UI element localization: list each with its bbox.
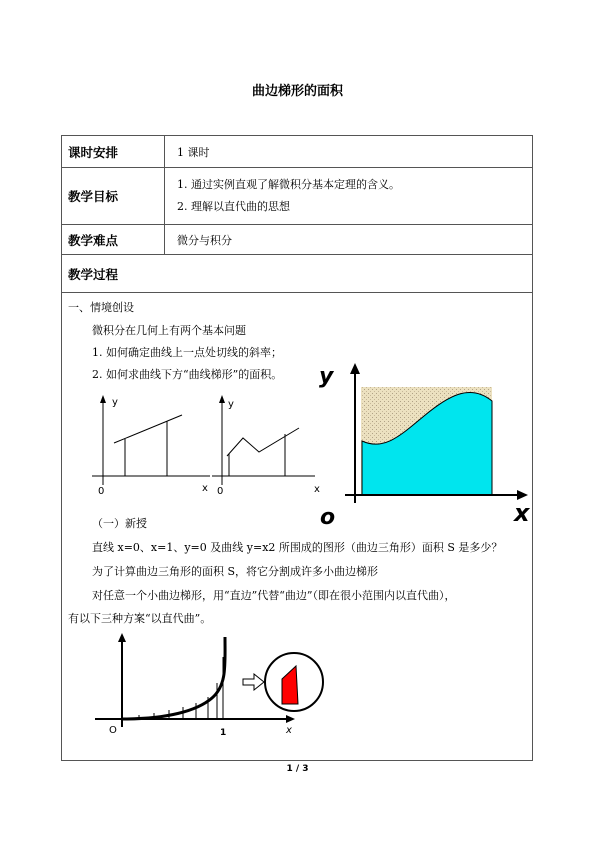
- objectives-value: [165, 168, 533, 225]
- subdivision-lines: [139, 657, 223, 719]
- polyline-curve: [227, 428, 299, 456]
- page-number: 1 / 3: [286, 764, 309, 774]
- paragraph: 对任意一个小曲边梯形，用“直边”代替“曲边”（即在很小范围内以直代曲），: [92, 589, 456, 602]
- origin-label: O: [109, 725, 117, 736]
- objective-item: 1. 通过实例直观了解微积分基本定理的含义。: [177, 178, 400, 191]
- difficulty-label: 教学难点: [62, 225, 165, 255]
- process-label: 教学过程: [62, 255, 533, 293]
- x-label: x: [514, 499, 530, 526]
- subdivision-graph: [87, 633, 347, 743]
- row-process-header: [62, 255, 533, 293]
- x-arrow-icon: [286, 715, 295, 723]
- objectives-label: 教学目标: [62, 168, 165, 225]
- row-process-body: [62, 293, 533, 761]
- y-arrow-icon: [219, 395, 225, 403]
- process-body: [62, 293, 533, 761]
- schedule-label: 课时安排: [62, 136, 165, 168]
- y-arrow-icon: [118, 633, 126, 642]
- row-schedule: [62, 136, 533, 168]
- origin-label: o: [320, 505, 336, 526]
- x-label: x: [314, 484, 320, 495]
- secant-graph: [92, 393, 217, 501]
- y-label: y: [228, 399, 234, 410]
- paragraph: 1. 如何确定曲线上一点处切线的斜率；: [92, 346, 282, 359]
- paragraph: 有以下三种方案“以直代曲”。: [68, 612, 212, 625]
- row-objectives: [62, 168, 533, 225]
- origin-label: 0: [98, 486, 105, 497]
- y-arrow-icon: [350, 363, 360, 374]
- paragraph: 2. 如何求曲线下方“曲线梯形”的面积。: [92, 368, 283, 381]
- hollow-arrow-icon: [243, 674, 264, 690]
- y-label: y: [112, 397, 118, 408]
- paragraph: 直线 x=0、x=1、y=0 及曲线 y=x2 所围成的图形（曲边三角形）面积 S 是多少？: [92, 541, 503, 554]
- tick-label: 1: [220, 728, 227, 738]
- section-heading: 一、情境创设: [68, 301, 134, 314]
- paragraph: 微积分在几何上有两个基本问题: [92, 324, 246, 337]
- row-difficulty: [62, 225, 533, 255]
- x-label: x: [286, 725, 292, 736]
- curve: [122, 637, 225, 719]
- x-label: x: [202, 483, 208, 494]
- page-title: 曲边梯形的面积: [251, 84, 343, 99]
- schedule-value: 1 课时: [165, 136, 533, 168]
- curved-trapezoid-graph: [312, 361, 534, 526]
- paragraph: 为了计算曲边三角形的面积 S，将它分割成许多小曲边梯形: [92, 565, 379, 578]
- subheading: （一）新授: [92, 517, 147, 530]
- difficulty-value: 微分与积分: [165, 225, 533, 255]
- y-arrow-icon: [100, 395, 106, 403]
- origin-label: 0: [217, 486, 224, 497]
- lesson-plan-table: [61, 135, 533, 761]
- objective-item: 2. 理解以直代曲的思想: [177, 200, 290, 213]
- y-label: y: [319, 364, 334, 389]
- secant-line: [114, 415, 182, 443]
